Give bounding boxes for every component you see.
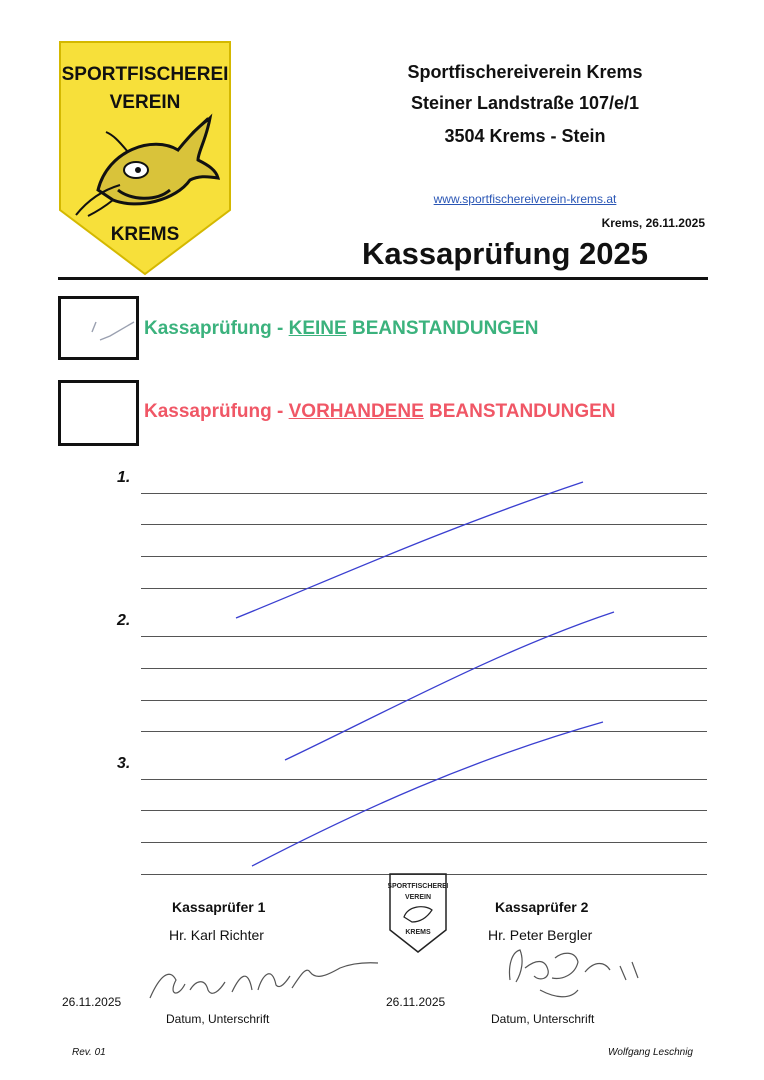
option-prefix: Kassaprüfung -	[144, 318, 289, 339]
auditor2-title: Kassaprüfer 2	[495, 899, 589, 915]
club-logo	[58, 40, 232, 276]
auditor1-caption: Datum, Unterschrift	[166, 1012, 270, 1026]
org-city: 3504 Krems - Stein	[444, 126, 606, 146]
revision-label: Rev. 01	[72, 1047, 106, 1058]
website-link[interactable]: www.sportfischereiverein-krems.at	[433, 192, 617, 206]
author-label: Wolfgang Leschnig	[607, 1047, 693, 1058]
option-suffix: BEANSTANDUNGEN	[346, 318, 539, 339]
writing-line[interactable]	[141, 810, 707, 811]
writing-line[interactable]	[141, 700, 707, 701]
item-number-2: 2.	[117, 612, 131, 629]
writing-line[interactable]	[141, 668, 707, 669]
option-suffix: BEANSTANDUNGEN	[423, 401, 616, 422]
strike-line-3	[252, 722, 603, 866]
club-logo-shield	[58, 40, 232, 276]
auditor2-date: 26.11.2025	[386, 995, 446, 1009]
stamp-line3: KREMS	[405, 929, 431, 936]
option-objections-present-label	[144, 401, 616, 423]
writing-line[interactable]	[141, 779, 707, 780]
org-name: Sportfischereiverein Krems	[407, 62, 643, 82]
stamp-line1: SPORTFISCHEREI	[388, 883, 448, 890]
auditor2-name: Hr. Peter Bergler	[488, 927, 593, 943]
item-number-3: 3.	[117, 755, 131, 772]
place-date: Krems, 26.11.2025	[601, 216, 705, 230]
club-stamp	[388, 872, 448, 954]
item-number-1: 1.	[117, 469, 131, 486]
option-keyword: KEINE	[288, 318, 347, 339]
option-no-objections-label	[144, 318, 538, 340]
option-keyword: VORHANDENE	[288, 401, 424, 422]
writing-line[interactable]	[141, 636, 707, 637]
signature-auditor2	[509, 950, 638, 997]
auditor1-date: 26.11.2025	[62, 995, 122, 1009]
writing-line[interactable]	[141, 842, 707, 843]
signature-auditor1	[150, 963, 378, 998]
writing-line[interactable]	[141, 556, 707, 557]
checkbox-objections-present[interactable]	[58, 380, 139, 446]
document-title: Kassaprüfung 2025	[362, 236, 648, 271]
auditor1-name: Hr. Karl Richter	[169, 927, 264, 943]
logo-line3: KREMS	[110, 224, 180, 245]
strike-line-1	[236, 482, 583, 618]
auditor2-caption: Datum, Unterschrift	[491, 1012, 595, 1026]
writing-line[interactable]	[141, 731, 707, 732]
writing-line[interactable]	[141, 493, 707, 494]
stamp-catfish-icon	[404, 907, 432, 922]
stamp-line2: VEREIN	[404, 894, 432, 901]
logo-line2: VEREIN	[109, 92, 181, 113]
strike-line-2	[285, 612, 614, 760]
org-street: Steiner Landstraße 107/e/1	[410, 93, 640, 113]
checkbox-no-objections[interactable]	[58, 296, 139, 360]
title-divider	[58, 277, 708, 280]
option-prefix: Kassaprüfung -	[144, 401, 289, 422]
logo-line1: SPORTFISCHEREI	[61, 64, 229, 85]
writing-line[interactable]	[141, 588, 707, 589]
auditor1-title: Kassaprüfer 1	[172, 899, 266, 915]
writing-line[interactable]	[141, 524, 707, 525]
